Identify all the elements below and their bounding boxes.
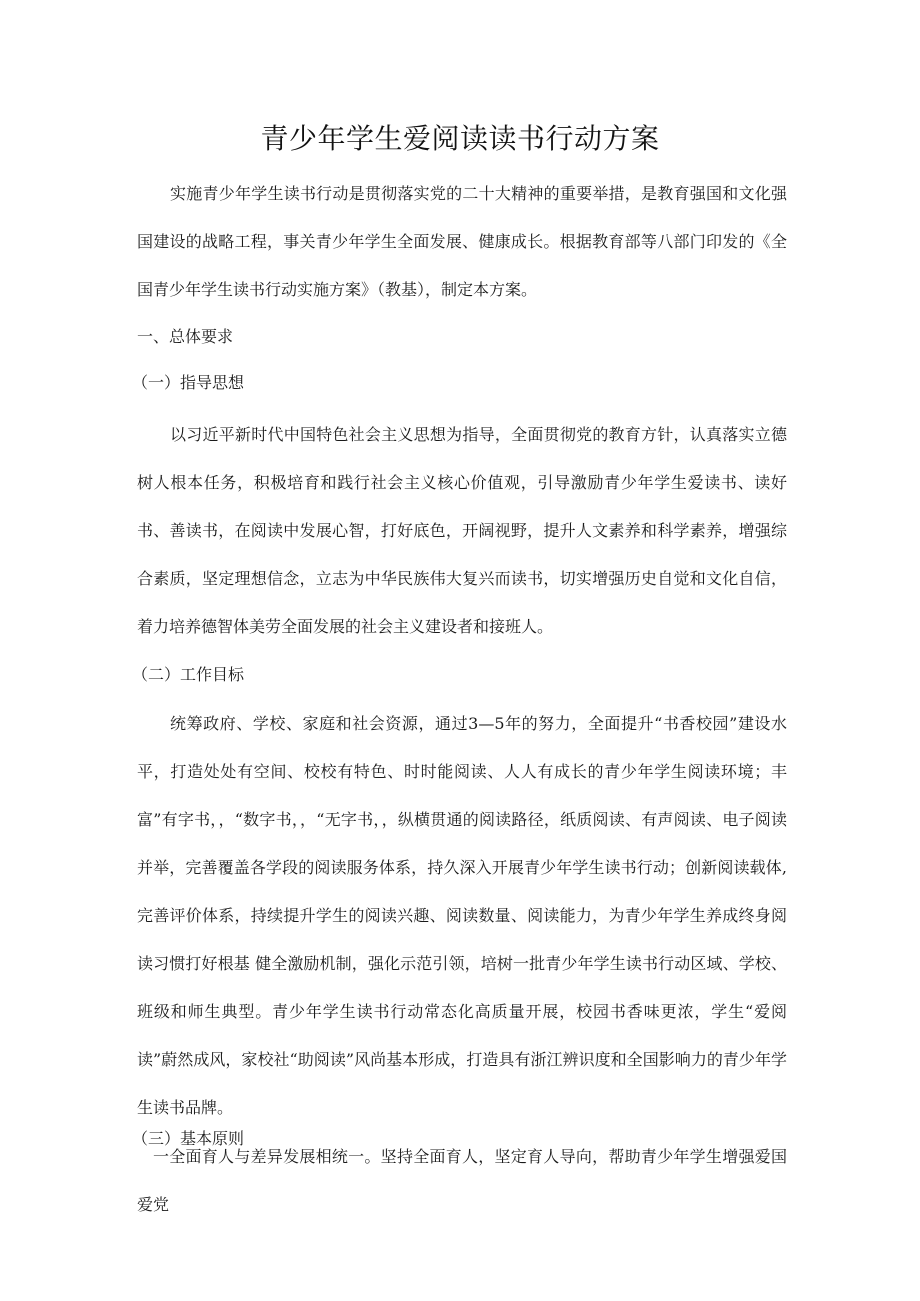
document-title: 青少年学生爱阅读读书行动方案 [260, 122, 660, 155]
subsection-heading-basic-principles: （三）基本原则 [132, 1129, 245, 1148]
basic-principles-paragraph: 一全面育人与差异发展相统一。坚持全面育人，坚定育人导向，帮助青少年学生增强爱国爱党 [137, 1147, 787, 1214]
subsection-heading-guiding-ideology: （一）指导思想 [132, 373, 245, 392]
guiding-ideology-paragraph: 以习近平新时代中国特色社会主义思想为指导，全面贯彻党的教育方针，认真落实立德树人根本任务，积极培育和践行社会主义核心价值观，引导激励青少年学生爱读书、读好书、善读书，在阅读中发展心智，打好底色，开阔视野，提升人文素养和科学素养，增强综合素质，坚定理想信念，立志为中华民族伟大复兴而读书，切实增强历史自觉和文化自信，着力培养德智体美劳全面发展的社会主义建设者和接班人。 [137, 425, 787, 636]
subsection-heading-work-goals: （二）工作目标 [132, 665, 245, 684]
work-goals-paragraph: 统筹政府、学校、家庭和社会资源，通过3—5年的努力，全面提升“书香校园”建设水平，打造处处有空间、校校有特色、时时能阅读、人人有成长的青少年学生阅读环境；丰富”有字书，，“数字书，，“无字书，，纵横贯通的阅读路径，纸质阅读、有声阅读、电子阅读并举，完善覆盖各学段的阅读服务体系，持久深入开展青少年学生读书行动；创新阅读载体,完善评价体系，持续提升学生的阅读兴趣、阅读数量、阅读能力，为青少年学生养成终身阅读习惯打好根基 健全激励机制，强化示范引领，培树一批青少年学生读书行动区域、学校、班级和师生典型。青少年学生读书行动常态化高质量开展，校园书香味更浓，学生“爱阅读”蔚然成风，家校社“助阅读”风尚基本形成，打造具有浙江辨识度和全国影响力的青少年学生读书品牌。 [137, 714, 787, 1117]
section-heading-general-requirements: 一、总体要求 [137, 327, 234, 346]
intro-paragraph: 实施青少年学生读书行动是贯彻落实党的二十大精神的重要举措，是教育强国和文化强国建设的战略工程，事关青少年学生全面发展、健康成长。根据教育部等八部门印发的《全国青少年学生读书行动实施方案》（教基），制定本方案。 [137, 184, 787, 299]
